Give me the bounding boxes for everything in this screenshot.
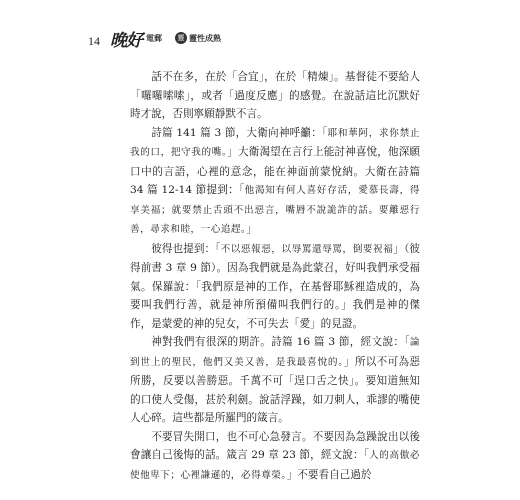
book-logo: 晚好 bbox=[110, 31, 142, 51]
scripture-quote: 人的高傲必使他卑下；心裡謙遜的，必得尊榮。 bbox=[130, 450, 420, 481]
scripture-quote: 論到世上的聖民，他們又美又善，是我最喜悅的。 bbox=[130, 337, 420, 368]
scripture-quote: 不以惡報惡，以辱罵還辱罵，倒要祝福 bbox=[220, 243, 394, 255]
chapter-circle-icon: 靈 bbox=[175, 32, 187, 44]
scripture-quote: 耶和華阿，求你禁止我的口，把守我的嘴。 bbox=[130, 127, 420, 158]
paragraph-3: 彼得也提到：「不以惡報惡，以辱罵還辱罵，倒要祝福」（彼得前書 3 章 9 節）。因為我們就是為此蒙召，好叫我們承受福氣。保羅說：「我們原是神的工作，在基督耶穌裡造成的，為要叫我們行善，就是神所預備叫我們行的。」我們是神的傑作，是蒙愛的神的兒女，不可失去「愛」的見證。 bbox=[130, 242, 421, 330]
paragraph-4: 神對我們有很深的期許。詩篇 16 篇 3 節，經文說：「論到世上的聖民，他們又美又善，是我最喜悅的。」所以不可為惡所勝，反要以善勝惡。千萬不可「逞口舌之快」。要知道無知的口使人受傷，甚於利劍。說話浮躁，如刀刺人，乖謬的嘴使人心碎。這些都是所羅門的箴言。 bbox=[130, 336, 421, 424]
book-logo-subtext: 電郵 bbox=[146, 34, 162, 43]
scripture-quote: 他渴知有何人喜好存活，愛慕長壽，得享美福；就要禁止舌頭不出惡言，嘴脣不說詭詐的話。要離惡行善，尋求和睦，一心追趕。 bbox=[130, 185, 421, 235]
header-subtitle: 靈性成熟 bbox=[189, 34, 221, 43]
paragraph-2: 詩篇 141 篇 3 節，大衛向神呼籲：「耶和華阿，求你禁止我的口，把守我的嘴。」大衛渴望在言行上能討神喜悅，他深願口中的言語，心裡的意念，能在神面前蒙悅納。大衛在詩篇 34 篇 12-14 節提到：「他渴知有何人喜好存活，愛慕長壽，得享美福；就要禁止舌頭不出惡言，嘴脣不說詭詐的話。要離惡行善，尋求和睦，一心追趕。」 bbox=[130, 126, 421, 235]
page-header bbox=[88, 26, 468, 52]
body-text bbox=[130, 68, 420, 485]
paragraph-5: 不要冒失開口，也不可心急發言。不要因為急躁說出以後會讓自己後悔的話。箴言 29 章 23 節，經文說：「人的高傲必使他卑下；心裡謙遜的，必得尊榮。」不要看自己過於 bbox=[130, 430, 420, 481]
paragraph-1: 話不在多，在於「合宜」，在於「精煉」。基督徒不要給人「囉囉嗦嗦」，或者「過度反應」的感覺。在說話這比沉默好時才說，否則寧願靜默不言。 bbox=[130, 71, 420, 120]
page-number: 14 bbox=[88, 34, 100, 48]
